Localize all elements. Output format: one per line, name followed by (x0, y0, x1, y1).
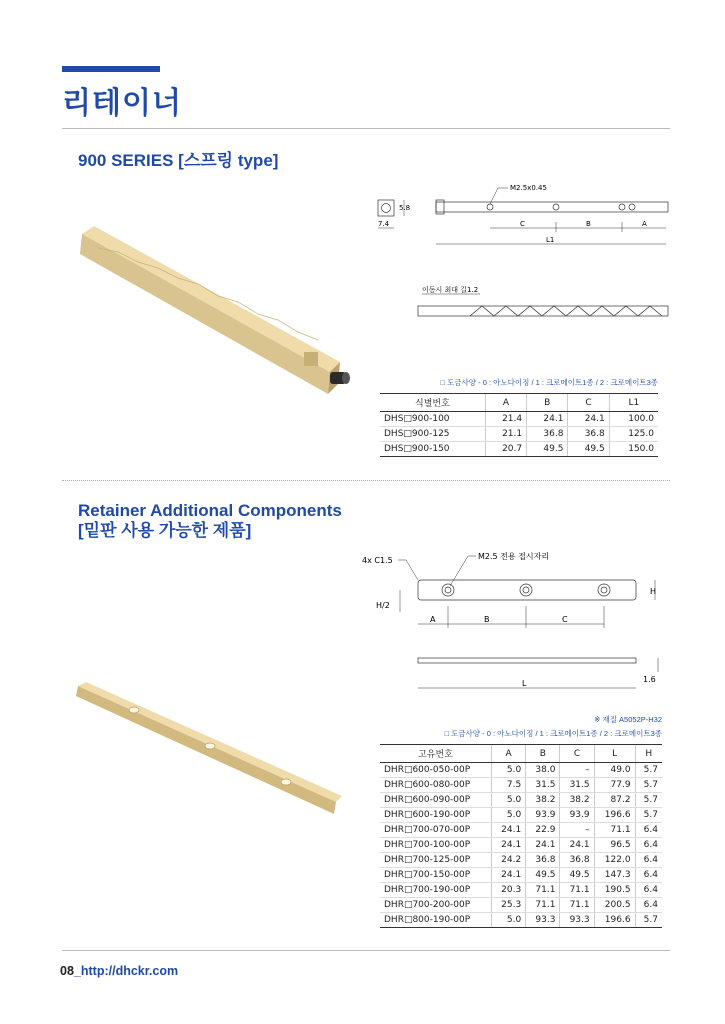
table-cell: DHR□600-050-00P (380, 763, 492, 778)
dim-c: C (562, 615, 568, 624)
table-cell: 49.5 (527, 442, 568, 457)
page-number: 08 (60, 964, 74, 978)
dim-7-4: 7.4 (378, 220, 390, 228)
table-cell: 24.2 (492, 853, 526, 868)
table-cell: 24.1 (492, 823, 526, 838)
additional-components-table (380, 744, 662, 928)
dim-l: L (522, 679, 527, 688)
table-cell: DHR□700-125-00P (380, 853, 492, 868)
table-row (380, 898, 662, 913)
table-cell: 6.4 (635, 868, 662, 883)
bar-top-face (82, 226, 340, 372)
col-b: B (526, 745, 560, 763)
col-a: A (485, 394, 526, 412)
table-row (380, 793, 662, 808)
additional-subtitle: [밑판 사용 가능한 제품] (78, 521, 252, 540)
table-cell: 5.0 (492, 808, 526, 823)
table-cell: 6.4 (635, 838, 662, 853)
table-cell: 147.3 (594, 868, 635, 883)
series-900-table (380, 393, 658, 457)
table-cell: – (560, 823, 594, 838)
dim-h: H (650, 587, 657, 596)
front-view-bar (436, 202, 668, 212)
dim-c: C (520, 220, 525, 228)
table-cell: 71.1 (594, 823, 635, 838)
table-cell: 36.8 (568, 427, 609, 442)
footer (60, 964, 178, 978)
table-cell: 196.6 (594, 913, 635, 928)
retainer-900-image (78, 222, 356, 402)
col-c: C (560, 745, 594, 763)
series-900-drawing (370, 176, 670, 326)
table-cell: 5.7 (635, 808, 662, 823)
plate-front-face (76, 686, 336, 814)
table-cell: 24.1 (560, 838, 594, 853)
col-id: 고유번호 (380, 745, 492, 763)
footer-divider (62, 950, 670, 951)
table-cell: DHS□900-100 (380, 412, 485, 427)
table-cell: DHR□700-150-00P (380, 868, 492, 883)
table-cell: 49.0 (594, 763, 635, 778)
table-cell: DHR□600-080-00P (380, 778, 492, 793)
table-cell: 36.8 (560, 853, 594, 868)
table-cell: 93.9 (560, 808, 594, 823)
col-l1: L1 (609, 394, 658, 412)
table-cell: 21.4 (485, 412, 526, 427)
table-cell: 5.0 (492, 793, 526, 808)
dim-h-half: H/2 (376, 601, 390, 610)
table-cell: 71.1 (526, 898, 560, 913)
table-row (380, 808, 662, 823)
table-cell: 5.7 (635, 763, 662, 778)
table-cell: 49.5 (568, 442, 609, 457)
table-cell: 5.0 (492, 913, 526, 928)
table-cell: DHR□700-070-00P (380, 823, 492, 838)
table-cell: 196.6 (594, 808, 635, 823)
table-cell: 38.2 (560, 793, 594, 808)
col-h: H (635, 745, 662, 763)
table-cell: 122.0 (594, 853, 635, 868)
table-cell: 5.0 (492, 763, 526, 778)
table-row (380, 442, 658, 457)
additional-plating-note: □ 도금사양 - 0 : 아노다이징 / 1 : 크로메이트1종 / 2 : 크로메이트3종 (444, 729, 662, 738)
plate-hole (281, 779, 291, 785)
table-cell: 93.3 (560, 913, 594, 928)
table-cell: 36.8 (527, 427, 568, 442)
dim-l1: L1 (546, 236, 555, 244)
table-row (380, 868, 662, 883)
table-cell: 200.5 (594, 898, 635, 913)
thread-label: M2.5x0.45 (510, 184, 547, 192)
table-cell: 20.3 (492, 883, 526, 898)
table-cell: 5.7 (635, 793, 662, 808)
dim-b: B (484, 615, 490, 624)
table-cell: DHR□700-190-00P (380, 883, 492, 898)
table-header-row (380, 394, 658, 412)
table-row (380, 853, 662, 868)
col-a: A (492, 745, 526, 763)
table-cell: 77.9 (594, 778, 635, 793)
section-divider (62, 480, 670, 481)
table-cell: 71.1 (560, 883, 594, 898)
website-link[interactable]: _http://dhckr.com (73, 964, 179, 978)
table-cell: 38.0 (526, 763, 560, 778)
page-title: 리테이너 (62, 87, 182, 120)
table-cell: 87.2 (594, 793, 635, 808)
table-cell: 25.3 (492, 898, 526, 913)
table-cell: 71.1 (560, 898, 594, 913)
series-900-plating-note: □ 도금사양 - 0 : 아노다이징 / 1 : 크로메이트1종 / 2 : 크로메이트3종 (440, 378, 658, 387)
plate-top-face (78, 682, 342, 802)
table-cell: 93.9 (526, 808, 560, 823)
side-view-box (378, 200, 394, 216)
table-cell: 24.1 (526, 838, 560, 853)
additional-components-title (78, 501, 342, 541)
table-cell: 96.5 (594, 838, 635, 853)
dim-a: A (642, 220, 647, 228)
table-cell: 7.5 (492, 778, 526, 793)
dim-thickness: 1.6 (643, 675, 656, 684)
travel-label: 이동시 최대 길1.2 (422, 286, 479, 294)
spring-section-bar (418, 306, 668, 316)
table-cell: 31.5 (560, 778, 594, 793)
table-cell: – (560, 763, 594, 778)
table-row (380, 913, 662, 928)
base-plate-drawing (360, 550, 670, 700)
table-cell: DHR□700-100-00P (380, 838, 492, 853)
table-cell: 6.4 (635, 883, 662, 898)
table-cell: 6.4 (635, 823, 662, 838)
table-row (380, 763, 662, 778)
bar-block (304, 352, 318, 366)
table-cell: 125.0 (609, 427, 658, 442)
table-cell: 36.8 (526, 853, 560, 868)
series-900-title: 900 SERIES [스프링 type] (78, 151, 279, 170)
additional-title: Retainer Additional Components (78, 501, 342, 520)
table-cell: 6.4 (635, 898, 662, 913)
spring-zigzag (470, 306, 662, 316)
table-cell: DHR□600-190-00P (380, 808, 492, 823)
countersink-label: M2.5 전용 접시자리 (478, 552, 550, 561)
table-row (380, 412, 658, 427)
plate-hole (129, 707, 139, 713)
table-cell: 49.5 (526, 868, 560, 883)
table-cell: 6.4 (635, 853, 662, 868)
col-id: 식별번호 (380, 394, 485, 412)
col-c: C (568, 394, 609, 412)
table-cell: 22.9 (526, 823, 560, 838)
table-row (380, 883, 662, 898)
col-b: B (527, 394, 568, 412)
table-cell: DHS□900-125 (380, 427, 485, 442)
col-l: L (594, 745, 635, 763)
table-row (380, 823, 662, 838)
table-cell: 150.0 (609, 442, 658, 457)
table-cell: 5.7 (635, 778, 662, 793)
table-cell: 24.1 (492, 838, 526, 853)
dim-b: B (586, 220, 591, 228)
table-row (380, 427, 658, 442)
table-cell: 100.0 (609, 412, 658, 427)
table-cell: 49.5 (560, 868, 594, 883)
dim-5-8: 5.8 (399, 204, 411, 212)
table-cell: 24.1 (527, 412, 568, 427)
bar-front-face (80, 234, 330, 394)
plate-side-view (418, 658, 636, 663)
table-cell: 190.5 (594, 883, 635, 898)
material-note: ※ 재질 A5052P-H32 (594, 715, 662, 724)
table-cell: DHR□700-200-00P (380, 898, 492, 913)
plate-hole (205, 743, 215, 749)
table-cell: 24.1 (568, 412, 609, 427)
plunger-tip (342, 372, 350, 384)
table-cell: DHS□900-150 (380, 442, 485, 457)
title-accent-bar (62, 66, 160, 72)
table-header-row (380, 745, 662, 763)
table-cell: 24.1 (492, 868, 526, 883)
table-cell: 71.1 (526, 883, 560, 898)
dim-a: A (430, 615, 436, 624)
table-row (380, 778, 662, 793)
table-cell: 31.5 (526, 778, 560, 793)
chamfer-label: 4x C1.5 (362, 556, 393, 565)
table-cell: 21.1 (485, 427, 526, 442)
table-cell: 20.7 (485, 442, 526, 457)
table-cell: 5.7 (635, 913, 662, 928)
header-divider (62, 128, 670, 129)
table-cell: DHR□600-090-00P (380, 793, 492, 808)
base-plate-image (74, 680, 346, 820)
table-row (380, 838, 662, 853)
table-cell: 93.3 (526, 913, 560, 928)
table-cell: 38.2 (526, 793, 560, 808)
table-cell: DHR□800-190-00P (380, 913, 492, 928)
